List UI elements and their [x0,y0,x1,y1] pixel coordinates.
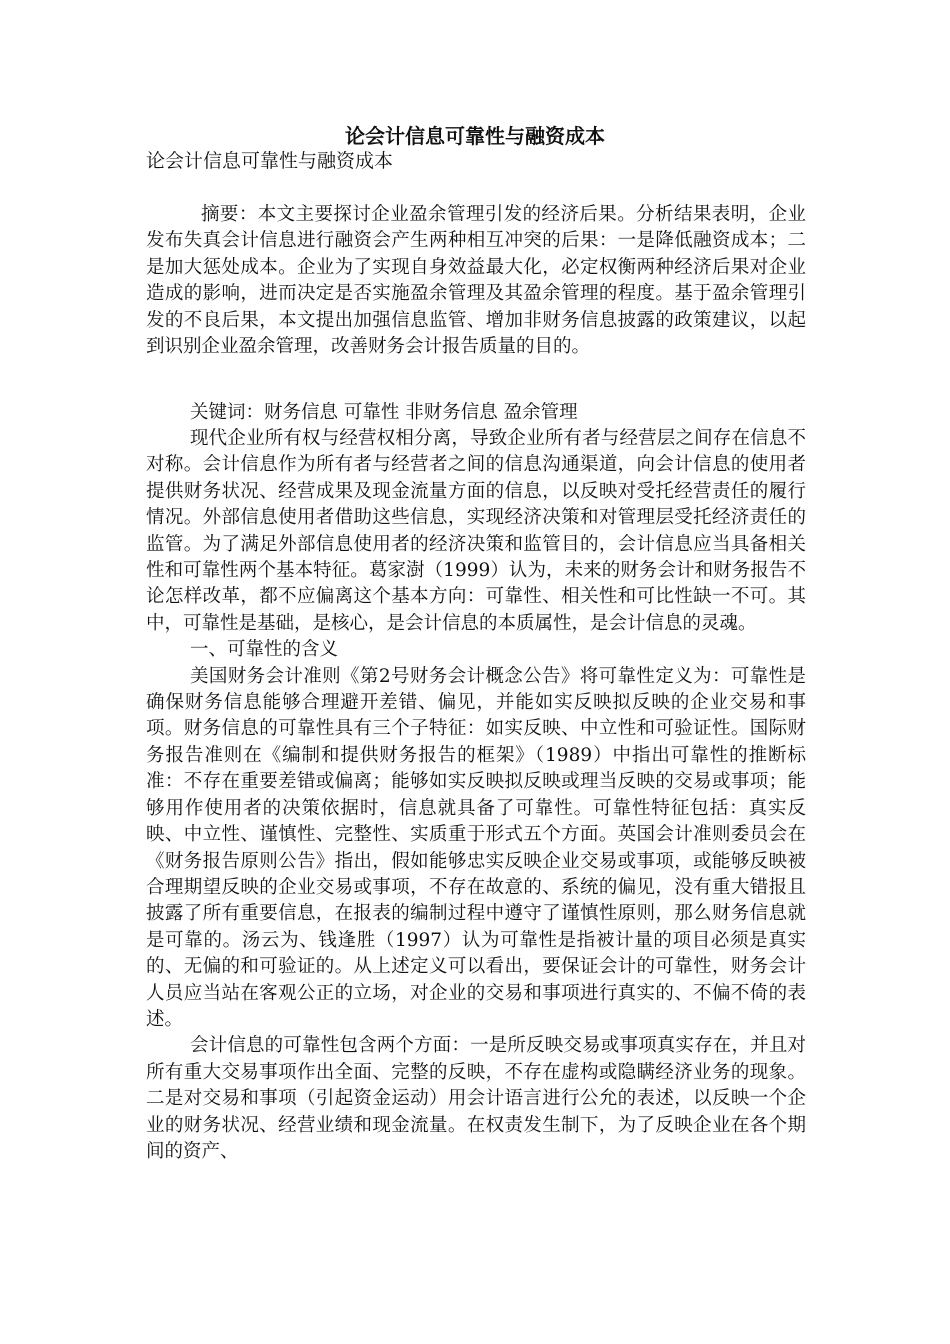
body-paragraph: 会计信息的可靠性包含两个方面：一是所反映交易或事项真实存在，并且对所有重大交易事项作出全面、完整的反映，不存在虚构或隐瞒经济业务的现象。二是对交易和事项（引起资金运动）用会计语言进行公允的表述，以反映一个企业的财务状况、经营业绩和现金流量。在权责发生制下，为了反映企业在各个期间的资产、 [146,1035,806,1162]
body-paragraph: 现代企业所有权与经营权相分离，导致企业所有者与经营层之间存在信息不对称。会计信息作为所有者与经营者之间的信息沟通渠道，向会计信息的使用者提供财务状况、经营成果及现金流量方面的信息，以反映对受托经营责任的履行情况。外部信息使用者借助这些信息，实现经济决策和对管理层受托经济责任的监管。为了满足外部信息使用者的经济决策和监管目的，会计信息应当具备相关性和可靠性两个基本特征。葛家澍（1999）认为，未来的财务会计和财务报告不论怎样改革，都不应偏离这个基本方向：可靠性、相关性和可比性缺一不可。其中，可靠性是基础，是核心，是会计信息的本质属性，是会计信息的灵魂。 [146,428,806,634]
document-subtitle: 论会计信息可靠性与融资成本 [146,150,394,172]
body-content [146,426,806,1165]
keywords-line: 关键词：财务信息 可靠性 非财务信息 盈余管理 [190,402,578,423]
section-heading: 一、可靠性的含义 [190,639,339,661]
document-title: 论会计信息可靠性与融资成本 [345,124,605,148]
abstract-paragraph: 摘要：本文主要探讨企业盈余管理引发的经济后果。分析结果表明，企业发布失真会计信息进行融资会产生两种相互冲突的后果：一是降低融资成本；二是加大惩处成本。企业为了实现自身效益最大化，必定权衡两种经济后果对企业造成的影响，进而决定是否实施盈余管理及其盈余管理的程度。基于盈余管理引发的不良后果，本文提出加强信息监管、增加非财务信息披露的政策建议，以起到识别企业盈余管理，改善财务会计报告质量的目的。 [146,204,806,358]
body-paragraph: 美国财务会计准则《第2号财务会计概念公告》将可靠性定义为：可靠性是确保财务信息能够合理避开差错、偏见，并能如实反映拟反映的企业交易和事项。财务信息的可靠性具有三个子特征：如实反映、中立性和可验证性。国际财务报告准则在《编制和提供财务报告的框架》（1989）中指出可靠性的推断标准：不存在重要差错或偏离；能够如实反映拟反映或理当反映的交易或事项；能够用作使用者的决策依据时，信息就具备了可靠性。可靠性特征包括：真实反映、中立性、谨慎性、完整性、实质重于形式五个方面。英国会计准则委员会在《财务报告原则公告》指出，假如能够忠实反映企业交易或事项，或能够反映被合理期望反映的企业交易或事项，不存在故意的、系统的偏见，没有重大错报且披露了所有重要信息，在报表的编制过程中遵守了谨慎性原则，那么财务信息就是可靠的。汤云为、钱逢胜（1997）认为可靠性是指被计量的项目必须是真实的、无偏的和可验证的。从上述定义可以看出，要保证会计的可靠性，财务会计人员应当站在客观公正的立场，对企业的交易和事项进行真实的、不偏不倚的表述。 [146,665,806,1030]
